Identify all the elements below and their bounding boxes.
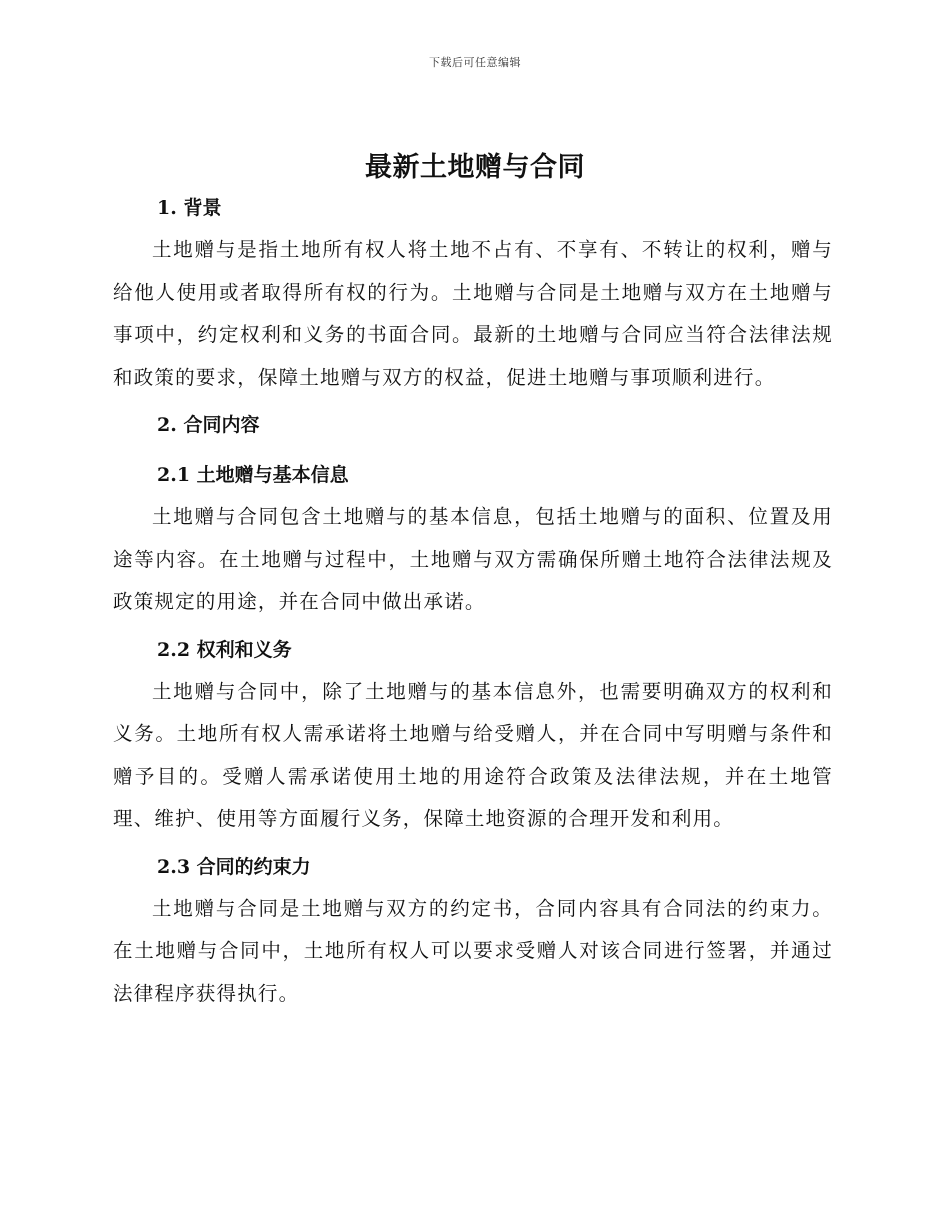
document-body xyxy=(113,190,833,1015)
section-heading: 1. 背景 xyxy=(157,197,222,219)
section-heading: 2.3 合同的约束力 xyxy=(157,855,311,878)
section-heading: 2.2 权利和义务 xyxy=(157,638,292,661)
section-paragraph: 土地赠与是指土地所有权人将土地不占有、不享有、不转让的权利，赠与给他人使用或者取得所有权的行为。土地赠与合同是土地赠与双方在土地赠与事项中，约定权利和义务的书面合同。最新的土地赠与合同应当符合法律法规和政策的要求，保障土地赠与双方的权益，促进土地赠与事项顺利进行。 xyxy=(113,238,833,389)
section-paragraph: 土地赠与合同是土地赠与双方的约定书，合同内容具有合同法的约束力。在土地赠与合同中，土地所有权人可以要求受赠人对该合同进行签署，并通过法律程序获得执行。 xyxy=(113,896,833,1005)
section-background xyxy=(113,190,833,407)
document-title: 最新土地赠与合同 xyxy=(365,152,585,183)
section-paragraph: 土地赠与合同包含土地赠与的基本信息，包括土地赠与的面积、位置及用途等内容。在土地赠与过程中，土地赠与双方需确保所赠土地符合法律法规及政策规定的用途，并在合同中做出承诺。 xyxy=(113,505,833,613)
section-rights-obligations xyxy=(113,632,833,849)
section-paragraph: 土地赠与合同中，除了土地赠与的基本信息外，也需要明确双方的权利和义务。土地所有权人需承诺将土地赠与给受赠人，并在合同中写明赠与条件和赠予目的。受赠人需承诺使用土地的用途符合政策及法律法规，并在土地管理、维护、使用等方面履行义务，保障土地资源的合理开发和利用。 xyxy=(113,679,833,830)
section-basic-info xyxy=(113,457,833,632)
section-heading: 2. 合同内容 xyxy=(157,414,260,436)
header-note: 下载后可任意编辑 xyxy=(429,56,521,69)
section-heading: 2.1 土地赠与基本信息 xyxy=(157,464,349,486)
section-contract-content xyxy=(113,407,833,457)
section-binding-force xyxy=(113,849,833,1016)
